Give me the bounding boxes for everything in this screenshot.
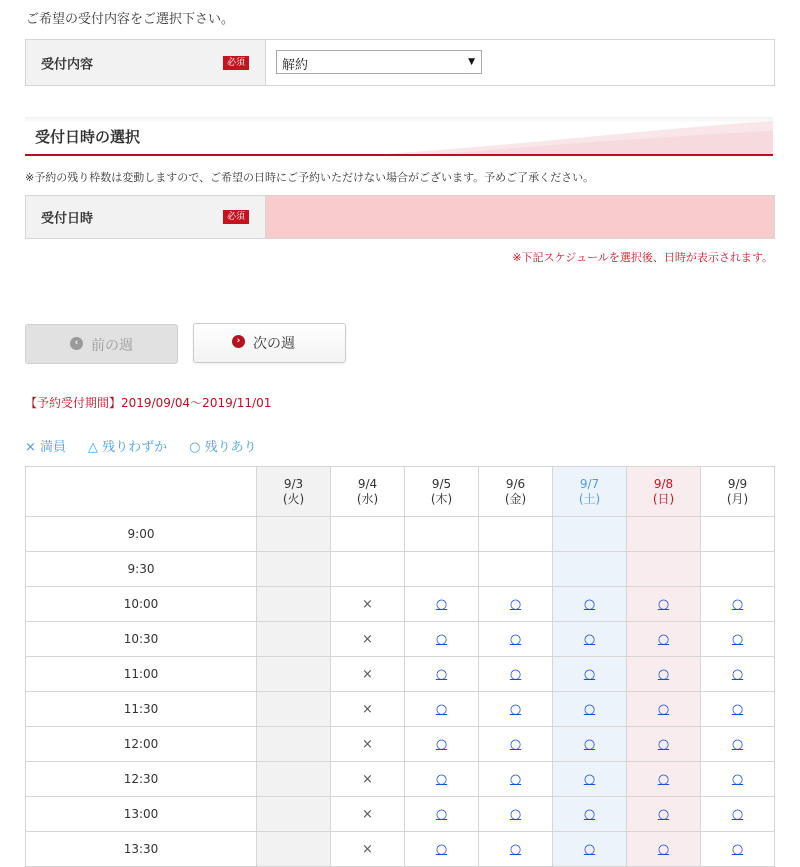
slot-available-link[interactable]: ○ [583, 596, 596, 612]
time-label: 11:00 [26, 657, 257, 692]
slot-available-link[interactable]: ○ [657, 701, 670, 717]
next-week-button[interactable] [193, 323, 346, 363]
day-date: 9/9 [727, 476, 748, 491]
slot-available-link[interactable]: ○ [657, 841, 670, 857]
schedule-table [25, 466, 775, 867]
slot-cell [405, 762, 479, 797]
slot-cell [701, 832, 775, 867]
slot-available-link[interactable]: ○ [731, 666, 744, 682]
slot-cell [257, 727, 331, 762]
slot-cell [553, 762, 627, 797]
slot-available-link[interactable]: ○ [435, 771, 448, 787]
day-weekday: (土) [578, 491, 601, 506]
reception-type-value-cell [266, 40, 774, 85]
slot-cell [479, 832, 553, 867]
time-slot-row [26, 762, 775, 797]
slot-cell [479, 692, 553, 727]
slot-available-link[interactable]: ○ [435, 596, 448, 612]
slot-cell [405, 622, 479, 657]
slot-available-link[interactable]: ○ [731, 771, 744, 787]
slot-full-mark: × [362, 736, 373, 752]
section-title: 受付日時の選択 [35, 128, 141, 146]
next-week-label: 次の週 [253, 336, 295, 352]
reception-type-label: 受付内容 [41, 57, 94, 72]
day-header [405, 467, 479, 517]
day-header [701, 467, 775, 517]
time-label: 10:00 [26, 587, 257, 622]
schedule-body [26, 517, 775, 867]
slot-cell [257, 762, 331, 797]
slot-full-mark: × [362, 771, 373, 787]
time-slot-row [26, 552, 775, 587]
reception-datetime-label-cell [26, 196, 266, 238]
slot-cell [405, 832, 479, 867]
slot-cell [405, 797, 479, 832]
slot-cell [331, 762, 405, 797]
slot-cell [627, 657, 701, 692]
slot-available-link[interactable]: ○ [583, 806, 596, 822]
slot-available-link[interactable]: ○ [583, 771, 596, 787]
slot-available-link[interactable]: ○ [731, 701, 744, 717]
slot-cell [627, 552, 701, 587]
slot-available-link[interactable]: ○ [731, 631, 744, 647]
slot-available-link[interactable]: ○ [509, 841, 522, 857]
slot-available-link[interactable]: ○ [731, 806, 744, 822]
slot-available-link[interactable]: ○ [435, 701, 448, 717]
slot-available-link[interactable]: ○ [435, 631, 448, 647]
slot-available-link[interactable]: ○ [657, 666, 670, 682]
slot-full-mark: × [362, 701, 373, 717]
time-slot-row [26, 517, 775, 552]
slot-available-link[interactable]: ○ [583, 736, 596, 752]
section-header [25, 117, 773, 156]
slot-cell [405, 657, 479, 692]
slot-available-link[interactable]: ○ [657, 596, 670, 612]
slot-cell [479, 727, 553, 762]
day-weekday: (火) [282, 491, 305, 506]
day-date: 9/6 [505, 476, 526, 491]
day-weekday: (水) [356, 491, 379, 506]
slot-full-mark: × [362, 666, 373, 682]
slot-cell [479, 657, 553, 692]
slot-available-link[interactable]: ○ [731, 841, 744, 857]
prev-week-label: 前の週 [91, 338, 133, 354]
time-label: 12:30 [26, 762, 257, 797]
time-slot-row [26, 622, 775, 657]
slot-available-link[interactable]: ○ [509, 596, 522, 612]
chevron-left-icon: ‹ [70, 337, 83, 350]
slot-cell [405, 692, 479, 727]
time-slot-row [26, 692, 775, 727]
slot-cell [701, 692, 775, 727]
slot-cell [627, 832, 701, 867]
slot-cell [257, 832, 331, 867]
slot-full-mark: × [362, 841, 373, 857]
slot-available-link[interactable]: ○ [657, 771, 670, 787]
day-date: 9/5 [431, 476, 452, 491]
schedule-header-row [26, 467, 775, 517]
slot-available-link[interactable]: ○ [731, 736, 744, 752]
slot-available-link[interactable]: ○ [731, 596, 744, 612]
slot-cell [701, 657, 775, 692]
slot-cell [405, 727, 479, 762]
slot-cell [257, 587, 331, 622]
slot-available-link[interactable]: ○ [583, 631, 596, 647]
time-slot-row [26, 657, 775, 692]
slot-cell [405, 587, 479, 622]
prev-week-button[interactable] [25, 324, 178, 364]
slot-cell [257, 552, 331, 587]
day-date: 9/4 [357, 476, 378, 491]
reservation-period [25, 394, 271, 411]
slot-cell [257, 692, 331, 727]
slot-full-mark: × [362, 631, 373, 647]
reception-type-select[interactable] [276, 50, 482, 74]
legend-few-left: △ 残りわずか [88, 440, 168, 455]
slot-available-link[interactable]: ○ [509, 736, 522, 752]
slot-cell [553, 727, 627, 762]
slot-cell [701, 797, 775, 832]
instruction-text: ご希望の受付内容をご選択下さい。 [26, 12, 235, 27]
slot-cell [553, 797, 627, 832]
slot-cell [331, 797, 405, 832]
time-label: 9:00 [26, 517, 257, 552]
slot-available-link[interactable]: ○ [583, 701, 596, 717]
day-weekday: (金) [504, 491, 527, 506]
slot-cell [627, 762, 701, 797]
day-header [479, 467, 553, 517]
slot-cell [331, 832, 405, 867]
slot-full-mark: × [362, 596, 373, 612]
reception-type-label-cell [26, 40, 266, 85]
slot-cell [553, 552, 627, 587]
slot-cell [553, 587, 627, 622]
slot-cell [479, 622, 553, 657]
slot-available-link[interactable]: ○ [435, 666, 448, 682]
reservation-period-label: 【予約受付期間】 [25, 396, 122, 410]
slot-cell [627, 517, 701, 552]
slot-cell [331, 622, 405, 657]
time-label: 12:00 [26, 727, 257, 762]
time-label: 13:00 [26, 797, 257, 832]
slot-available-link[interactable]: ○ [509, 806, 522, 822]
availability-legend [25, 436, 257, 455]
slot-available-link[interactable]: ○ [583, 666, 596, 682]
slot-cell [627, 797, 701, 832]
required-badge: 必須 [223, 56, 249, 70]
slot-cell [479, 762, 553, 797]
reception-type-row [25, 39, 775, 86]
slot-cell [331, 552, 405, 587]
day-weekday: (木) [430, 491, 453, 506]
slot-cell [479, 587, 553, 622]
reception-datetime-value [266, 196, 774, 238]
slot-cell [553, 622, 627, 657]
slot-available-link[interactable]: ○ [435, 806, 448, 822]
time-slot-row [26, 587, 775, 622]
slot-cell [701, 517, 775, 552]
slot-available-link[interactable]: ○ [435, 841, 448, 857]
day-weekday: (月) [726, 491, 749, 506]
availability-notice: ※予約の残り枠数は変動しますので、ご希望の日時にご予約いただけない場合がございます。予めご了承ください。 [25, 171, 595, 184]
slot-cell [257, 657, 331, 692]
legend-full: × 満員 [25, 440, 67, 455]
slot-cell [627, 622, 701, 657]
day-header [257, 467, 331, 517]
slot-cell [257, 517, 331, 552]
slot-cell [479, 517, 553, 552]
reservation-period-range: 2019/09/04〜2019/11/01 [121, 396, 272, 410]
slot-available-link[interactable]: ○ [509, 771, 522, 787]
slot-cell [331, 692, 405, 727]
day-date: 9/7 [579, 476, 600, 491]
day-header [627, 467, 701, 517]
slot-cell [331, 657, 405, 692]
slot-cell [701, 727, 775, 762]
slot-cell [479, 552, 553, 587]
schedule-corner-cell [26, 467, 257, 517]
slot-cell [405, 517, 479, 552]
slot-cell [331, 587, 405, 622]
slot-cell [701, 622, 775, 657]
slot-available-link[interactable]: ○ [657, 736, 670, 752]
slot-cell [701, 762, 775, 797]
slot-full-mark: × [362, 806, 373, 822]
legend-available: ○ 残りあり [189, 440, 257, 455]
slot-available-link[interactable]: ○ [657, 631, 670, 647]
slot-cell [701, 552, 775, 587]
time-label: 10:30 [26, 622, 257, 657]
slot-available-link[interactable]: ○ [509, 631, 522, 647]
required-badge: 必須 [223, 210, 249, 224]
time-label: 9:30 [26, 552, 257, 587]
time-label: 11:30 [26, 692, 257, 727]
slot-available-link[interactable]: ○ [509, 666, 522, 682]
time-label: 13:30 [26, 832, 257, 867]
slot-cell [701, 587, 775, 622]
header-swoosh-decoration [353, 117, 773, 156]
slot-available-link[interactable]: ○ [509, 701, 522, 717]
slot-cell [627, 692, 701, 727]
reception-type-selected-value: 解約 [282, 58, 309, 73]
schedule-hint: ※下記スケジュールを選択後、日時が表示されます。 [512, 251, 773, 264]
slot-cell [553, 657, 627, 692]
slot-cell [257, 622, 331, 657]
slot-cell [331, 727, 405, 762]
chevron-right-icon: › [232, 335, 245, 348]
day-header [553, 467, 627, 517]
slot-cell [553, 517, 627, 552]
day-weekday: (日) [652, 491, 675, 506]
slot-cell [627, 727, 701, 762]
slot-cell [405, 552, 479, 587]
slot-available-link[interactable]: ○ [657, 806, 670, 822]
time-slot-row [26, 832, 775, 867]
dropdown-arrow-icon: ▼ [468, 57, 475, 67]
slot-cell [479, 797, 553, 832]
slot-cell [627, 587, 701, 622]
slot-cell [553, 832, 627, 867]
slot-cell [257, 797, 331, 832]
day-header [331, 467, 405, 517]
slot-cell [553, 692, 627, 727]
day-date: 9/8 [653, 476, 674, 491]
reception-datetime-row [25, 195, 775, 239]
day-date: 9/3 [283, 476, 304, 491]
slot-cell [331, 517, 405, 552]
time-slot-row [26, 797, 775, 832]
time-slot-row [26, 727, 775, 762]
reception-datetime-label: 受付日時 [41, 211, 94, 227]
slot-available-link[interactable]: ○ [583, 841, 596, 857]
slot-available-link[interactable]: ○ [435, 736, 448, 752]
